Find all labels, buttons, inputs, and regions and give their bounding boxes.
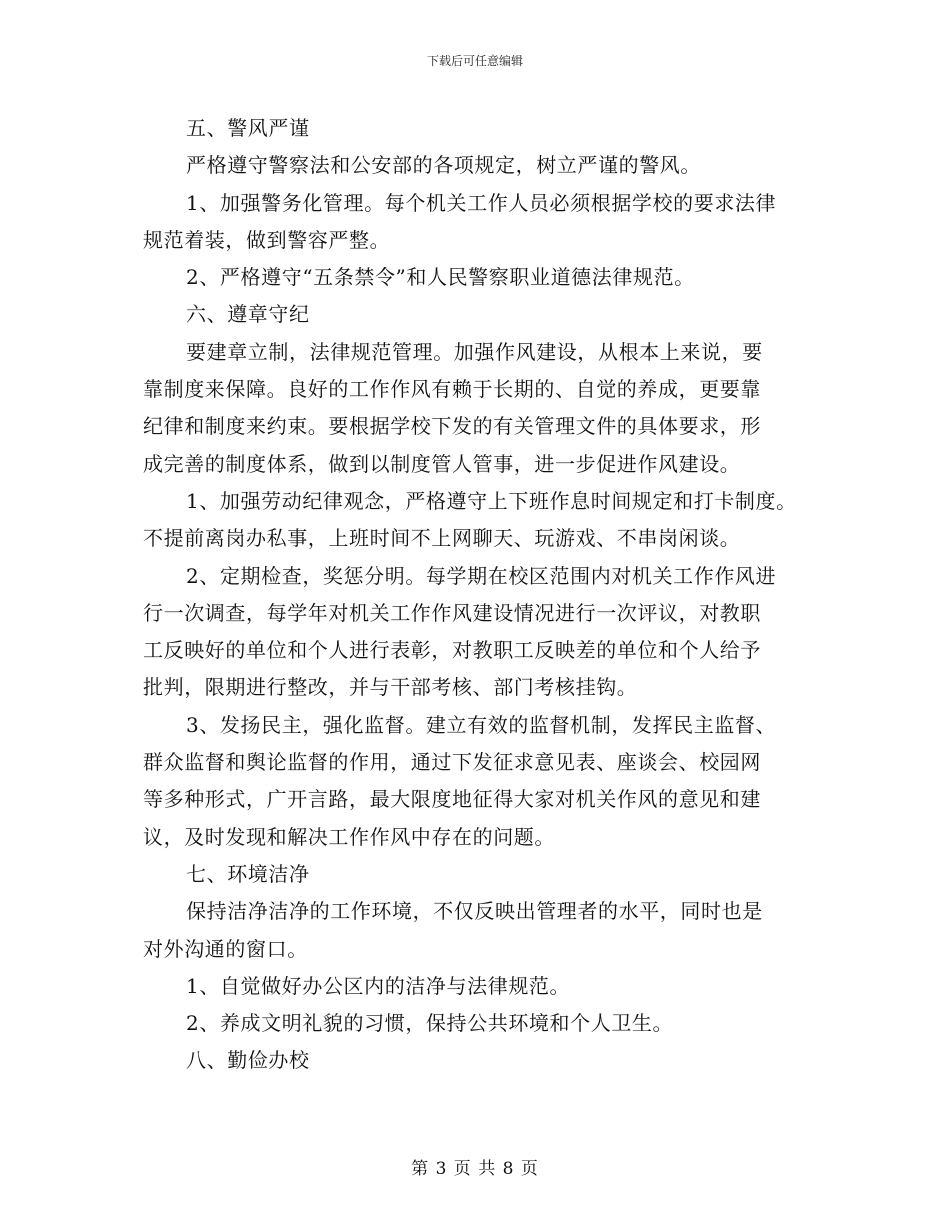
text-line: 2、严格遵守“五条禁令”和人民警察职业道德法律规范。 — [186, 265, 695, 290]
text-line: 行一次调查，每学年对机关工作作风建设情况进行一次评议，对教职 — [143, 600, 761, 625]
text-line: 六、遵章守纪 — [186, 302, 310, 327]
text-line: 1、自觉做好办公区内的洁净与法律规范。 — [186, 973, 571, 998]
text-line: 五、警风严谨 — [186, 116, 310, 140]
text-line: 成完善的制度体系，做到以制度管人管事，进一步促进作风建设。 — [143, 451, 741, 476]
page-number: 第 3 页 共 8 页 — [411, 1159, 539, 1179]
text-line: 3、发扬民主，强化监督。建立有效的监督机制，发挥民主监督、 — [186, 712, 777, 737]
text-line: 严格遵守警察法和公安部的各项规定，树立严谨的警风。 — [186, 153, 701, 178]
text-line: 八、勤俭办校 — [186, 1048, 310, 1073]
text-line: 1、加强劳动纪律观念，严格遵守上下班作息时间规定和打卡制度。 — [186, 488, 797, 513]
text-line: 批判，限期进行整改，并与干部考核、部门考核挂钩。 — [143, 675, 638, 700]
text-line: 2、养成文明礼貌的习惯，保持公共环境和个人卫生。 — [186, 1011, 674, 1036]
text-line: 规范着装，做到警容严整。 — [143, 227, 391, 252]
page-header-note: 下载后可任意编辑 — [426, 54, 523, 68]
text-line: 工反映好的单位和个人进行表彰，对教职工反映差的单位和个人给予 — [143, 638, 761, 663]
text-line: 保持洁净洁净的工作环境，不仅反映出管理者的水平，同时也是 — [186, 899, 763, 924]
text-line: 议，及时发现和解决工作作风中存在的问题。 — [143, 824, 555, 849]
text-line: 纪律和制度来约束。要根据学校下发的有关管理文件的具体要求，形 — [143, 414, 761, 439]
text-line: 1、加强警务化管理。每个机关工作人员必须根据学校的要求法律 — [186, 190, 777, 215]
text-line: 七、环境洁净 — [186, 861, 310, 886]
text-line: 2、定期检查，奖惩分明。每学期在校区范围内对机关工作作风进 — [186, 563, 777, 588]
text-line: 等多种形式，广开言路，最大限度地征得大家对机关作风的意见和建 — [143, 787, 761, 812]
text-line: 靠制度来保障。良好的工作作风有赖于长期的、自觉的养成，更要靠 — [143, 377, 761, 402]
text-line: 对外沟通的窗口。 — [143, 936, 308, 961]
text-line: 群众监督和舆论监督的作用，通过下发征求意见表、座谈会、校园网 — [143, 750, 761, 775]
text-line: 不提前离岗办私事，上班时间不上网聊天、玩游戏、不串岗闲谈。 — [143, 526, 741, 551]
document-body — [143, 110, 815, 1080]
text-line: 要建章立制，法律规范管理。加强作风建设，从根本上来说，要 — [186, 339, 763, 364]
